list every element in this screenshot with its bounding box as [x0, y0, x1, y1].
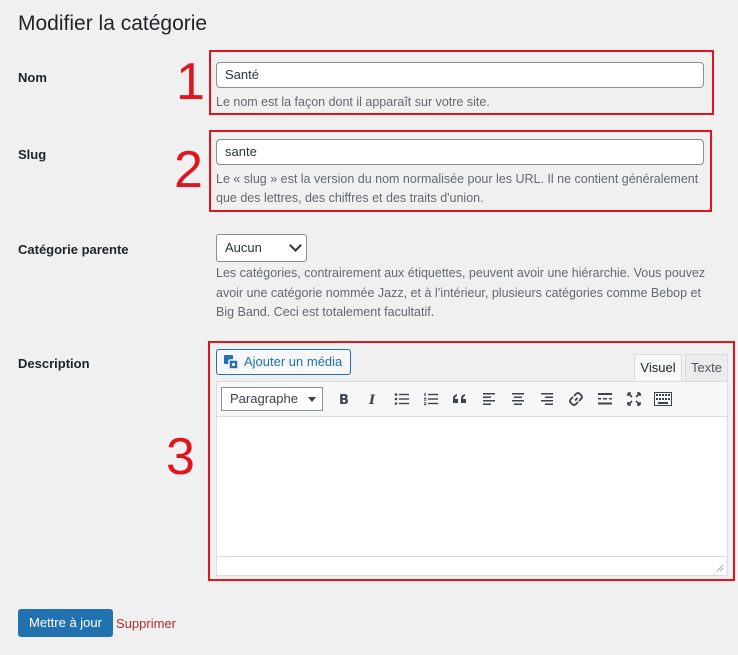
slug-help-line-2: que des lettres, des chiffres et des traits d'union. [216, 191, 484, 205]
numbered-list-icon [423, 392, 439, 406]
format-select-value: Paragraphe [230, 391, 298, 406]
fullscreen-icon [626, 391, 642, 407]
parent-help-line-2: avoir une catégorie nommée Jazz, et à l’intérieur, plusieurs catégories comme Bebop et [216, 286, 701, 300]
parent-select[interactable] [216, 234, 307, 262]
bullet-list-icon [394, 392, 410, 406]
annotation-number-2: 2 [174, 141, 203, 199]
numbered-list-button[interactable] [416, 385, 445, 413]
align-center-icon [511, 392, 525, 406]
parent-label: Catégorie parente [18, 242, 129, 257]
parent-help-line-1: Les catégories, contrairement aux étiquettes, peuvent avoir une hiérarchie. Vous pouvez [216, 266, 706, 280]
align-center-button[interactable] [503, 385, 532, 413]
align-left-button[interactable] [474, 385, 503, 413]
svg-text:I: I [368, 393, 375, 406]
fullscreen-button[interactable] [619, 385, 648, 413]
description-editor[interactable] [216, 417, 728, 557]
toolbar-toggle-icon [654, 392, 672, 406]
parent-select-value: Aucun [225, 240, 262, 255]
add-media-button[interactable] [216, 349, 351, 375]
link-icon [568, 391, 584, 407]
caret-down-icon [308, 397, 316, 402]
tab-text[interactable]: Texte [685, 354, 728, 381]
name-label: Nom [18, 70, 47, 85]
annotation-number-3: 3 [166, 428, 195, 486]
read-more-icon [597, 392, 613, 406]
bold-button[interactable] [329, 385, 358, 413]
blockquote-button[interactable] [445, 385, 474, 413]
resize-handle-icon[interactable] [716, 564, 724, 572]
description-label: Description [18, 356, 90, 371]
chevron-down-icon [289, 239, 302, 252]
name-help-text: Le nom est la façon dont il apparaît sur votre site. [216, 95, 490, 109]
align-right-button[interactable] [532, 385, 561, 413]
bold-icon [337, 392, 351, 406]
editor-status-bar [216, 556, 728, 576]
slug-input[interactable]: sante [216, 139, 704, 165]
align-right-icon [540, 392, 554, 406]
read-more-button[interactable] [590, 385, 619, 413]
italic-icon [366, 392, 380, 406]
slug-help-line-1: Le « slug » est la version du nom normalisée pour les URL. Il ne contient généralement [216, 172, 699, 186]
align-left-icon [482, 392, 496, 406]
toolbar-toggle-button[interactable] [648, 385, 677, 413]
svg-text:B: B [338, 393, 349, 406]
slug-label: Slug [18, 147, 47, 162]
bullet-list-button[interactable] [387, 385, 416, 413]
name-input[interactable]: Santé [216, 62, 704, 88]
tab-visual[interactable]: Visuel [634, 354, 682, 381]
parent-help-line-3: Big Band. Ceci est totalement facultatif. [216, 305, 435, 319]
annotation-number-1: 1 [176, 53, 205, 111]
delete-link[interactable]: Supprimer [116, 616, 176, 631]
update-button[interactable]: Mettre à jour [18, 609, 113, 637]
italic-button[interactable] [358, 385, 387, 413]
add-media-label: Ajouter un média [244, 354, 343, 369]
link-button[interactable] [561, 385, 590, 413]
format-select[interactable] [221, 387, 323, 411]
media-icon [223, 354, 239, 370]
page-title: Modifier la catégorie [18, 12, 208, 35]
blockquote-icon [452, 392, 468, 406]
editor-toolbar [216, 381, 728, 417]
